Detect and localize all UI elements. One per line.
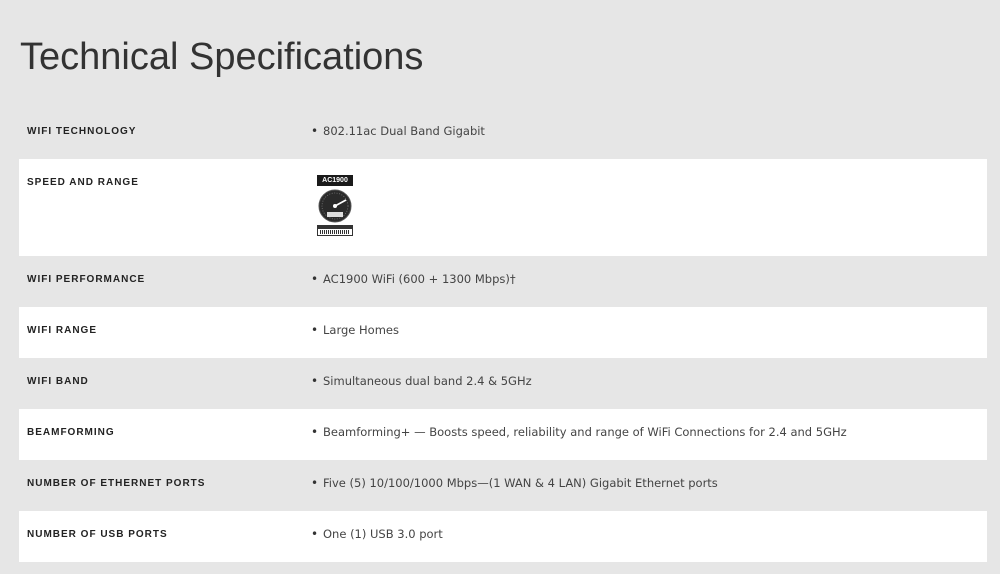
spec-value-text: Beamforming+ — Boosts speed, reliability and range of WiFi Connections for 2.4 and 5GHz xyxy=(323,425,847,439)
spec-value-text: Simultaneous dual band 2.4 & 5GHz xyxy=(323,374,532,388)
spec-value xyxy=(311,159,354,236)
badge-text: AC1900 xyxy=(317,175,353,186)
spec-label: BEAMFORMING xyxy=(27,427,115,438)
spec-label: WIFI RANGE xyxy=(27,325,97,336)
spec-label: WIFI TECHNOLOGY xyxy=(27,126,137,137)
spec-value xyxy=(311,460,718,490)
bullet-icon: • xyxy=(311,425,319,439)
bullet-icon: • xyxy=(311,374,319,388)
spec-table xyxy=(19,108,987,562)
spec-row-ethernet-ports xyxy=(19,460,987,511)
spec-value-text: 802.11ac Dual Band Gigabit xyxy=(323,124,485,138)
bullet-icon: • xyxy=(311,272,319,286)
spec-value xyxy=(311,358,532,388)
spec-label: NUMBER OF USB PORTS xyxy=(27,529,168,540)
spec-value xyxy=(311,511,443,541)
spec-value xyxy=(311,307,399,337)
spec-row-wifi-performance xyxy=(19,256,987,307)
bullet-icon: • xyxy=(311,323,319,337)
spec-row-wifi-band xyxy=(19,358,987,409)
spec-value xyxy=(311,409,847,439)
page-title: Technical Specifications xyxy=(20,36,424,78)
spec-label: SPEED AND RANGE xyxy=(27,177,139,188)
bullet-icon: • xyxy=(311,476,319,490)
speed-badge xyxy=(316,175,354,236)
spec-value-text: AC1900 WiFi (600 + 1300 Mbps)† xyxy=(323,272,516,286)
spec-value-text: One (1) USB 3.0 port xyxy=(323,527,443,541)
spec-row-wifi-range xyxy=(19,307,987,358)
spec-value xyxy=(311,256,516,286)
spec-row-usb-ports xyxy=(19,511,987,562)
spec-value-text: Large Homes xyxy=(323,323,399,337)
bullet-icon: • xyxy=(311,527,319,541)
spec-value xyxy=(311,108,485,138)
spec-row-speed-and-range xyxy=(19,159,987,256)
spec-row-beamforming xyxy=(19,409,987,460)
bullet-icon: • xyxy=(311,124,319,138)
spec-label: WIFI BAND xyxy=(27,376,89,387)
spec-value-text: Five (5) 10/100/1000 Mbps—(1 WAN & 4 LAN) Gigabit Ethernet ports xyxy=(323,476,718,490)
spec-label: NUMBER OF ETHERNET PORTS xyxy=(27,478,206,489)
spec-label: WIFI PERFORMANCE xyxy=(27,274,146,285)
badge-stripe-bar xyxy=(317,225,353,236)
spec-row-wifi-technology xyxy=(19,108,987,159)
speed-gauge-icon xyxy=(317,189,353,223)
